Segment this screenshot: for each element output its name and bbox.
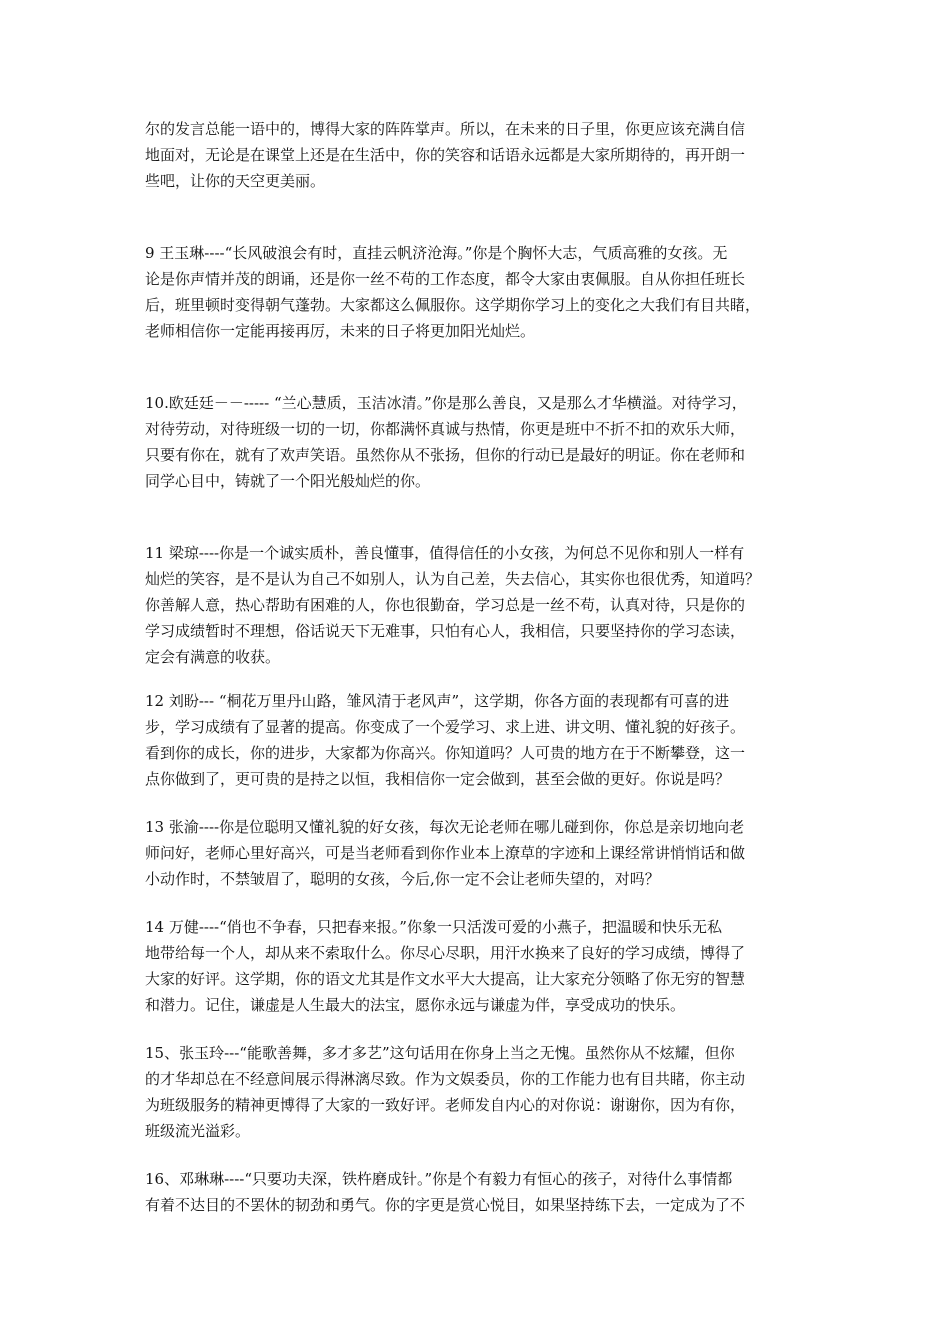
- text-line: 地带给每一个人，却从来不索取什么。你尽心尽职，用汗水换来了良好的学习成绩，博得了: [145, 944, 746, 962]
- text-line: 只要有你在，就有了欢声笑语。虽然你从不张扬，但你的行动已是最好的明证。你在老师和: [145, 446, 746, 464]
- text-line: 老师相信你一定能再接再厉，未来的日子将更加阳光灿烂。: [145, 322, 536, 340]
- text-line: 些吧，让你的天空更美丽。: [145, 172, 326, 190]
- paragraph-comment-10: [145, 390, 809, 494]
- text-line: 12 刘盼--- “桐花万里丹山路，雏风清于老风声”，这学期，你各方面的表现都有可喜的进: [145, 692, 730, 710]
- paragraph-comment-11: [145, 540, 809, 670]
- text-line: 对待劳动，对待班级一切的一切，你都满怀真诚与热情，你更是班中不折不扣的欢乐大师，: [145, 420, 746, 438]
- text-line: 步，学习成绩有了显著的提高。你变成了一个爱学习、求上进、讲文明、懂礼貌的好孩子。: [145, 718, 746, 736]
- paragraph-comment-14: [145, 914, 809, 1018]
- text-line: 师问好，老师心里好高兴，可是当老师看到你作业本上潦草的字迹和上课经常讲悄悄话和做: [145, 844, 746, 862]
- text-line: 看到你的成长，你的进步，大家都为你高兴。你知道吗？人可贵的地方在于不断攀登，这一: [145, 744, 746, 762]
- text-line: 小动作时，不禁皱眉了，聪明的女孩，今后,你一定不会让老师失望的，对吗？: [145, 870, 660, 888]
- text-line: 16、邓琳琳----“只要功夫深，铁杵磨成针。”你是个有毅力有恒心的孩子，对待什么事情都: [145, 1170, 733, 1188]
- text-line: 地面对，无论是在课堂上还是在生活中，你的笑容和话语永远都是大家所期待的，再开朗一: [145, 146, 746, 164]
- text-line: 班级流光溢彩。: [145, 1122, 251, 1140]
- text-line: 你善解人意，热心帮助有困难的人，你也很勤奋，学习总是一丝不苟，认真对待，只是你的: [145, 596, 746, 614]
- text-line: 大家的好评。这学期，你的语文尤其是作文水平大大提高，让大家充分领略了你无穷的智慧: [145, 970, 746, 988]
- text-line: 13 张渝----你是位聪明又懂礼貌的好女孩，每次无论老师在哪儿碰到你，你总是亲切地向老: [145, 818, 745, 836]
- paragraph-comment-12: [145, 688, 809, 792]
- text-line: 和潜力。记住，谦虚是人生最大的法宝，愿你永远与谦虚为伴，享受成功的快乐。: [145, 996, 686, 1014]
- text-line: 同学心目中，铸就了一个阳光般灿烂的你。: [145, 472, 431, 490]
- text-line: 学习成绩暂时不理想，俗话说天下无难事，只怕有心人，我相信，只要坚持你的学习态读，: [145, 622, 746, 640]
- text-line: 灿烂的笑容，是不是认为自己不如别人，认为自己差，失去信心，其实你也很优秀，知道吗？: [145, 570, 761, 588]
- text-line: 尔的发言总能一语中的，博得大家的阵阵掌声。所以，在未来的日子里，你更应该充满自信: [145, 120, 746, 138]
- text-line: 论是你声情并茂的朗诵，还是你一丝不苟的工作态度，都令大家由衷佩服。自从你担任班长: [145, 270, 746, 288]
- text-line: 为班级服务的精神更博得了大家的一致好评。老师发自内心的对你说：谢谢你，因为有你，: [145, 1096, 746, 1114]
- text-line: 14 万健----“俏也不争春，只把春来报。”你象一只活泼可爱的小燕子，把温暖和快乐无私: [145, 918, 722, 936]
- paragraph-comment-15: [145, 1040, 809, 1144]
- text-line: 的才华却总在不经意间展示得淋漓尽致。作为文娱委员，你的工作能力也有目共睹，你主动: [145, 1070, 746, 1088]
- paragraph-comment-13: [145, 814, 809, 892]
- text-line: 11 梁琼----你是一个诚实质朴，善良懂事，值得信任的小女孩，为何总不见你和别人一样有: [145, 544, 745, 562]
- text-line: 点你做到了，更可贵的是持之以恒，我相信你一定会做到，甚至会做的更好。你说是吗？: [145, 770, 731, 788]
- text-line: 10.欧廷廷－－----- “兰心慧质，玉洁冰清。”你是那么善良，又是那么才华横溢。对待学习，: [145, 394, 747, 412]
- text-line: 有着不达目的不罢休的韧劲和勇气。你的字更是赏心悦目，如果坚持练下去，一定成为了不: [145, 1196, 746, 1214]
- text-line: 15、张玉玲---“能歌善舞，多才多艺”这句话用在你身上当之无愧。虽然你从不炫耀，但你: [145, 1044, 735, 1062]
- paragraph-continued: [145, 116, 809, 194]
- paragraph-comment-16: [145, 1166, 809, 1218]
- text-line: 9 王玉琳----“长风破浪会有时，直挂云帆济沧海。”你是个胸怀大志，气质高雅的女孩。无: [145, 244, 728, 262]
- text-line: 定会有满意的收获。: [145, 648, 281, 666]
- text-line: 后，班里顿时变得朝气蓬勃。大家都这么佩服你。这学期你学习上的变化之大我们有目共睹，: [145, 296, 761, 314]
- paragraph-comment-9: [145, 240, 809, 344]
